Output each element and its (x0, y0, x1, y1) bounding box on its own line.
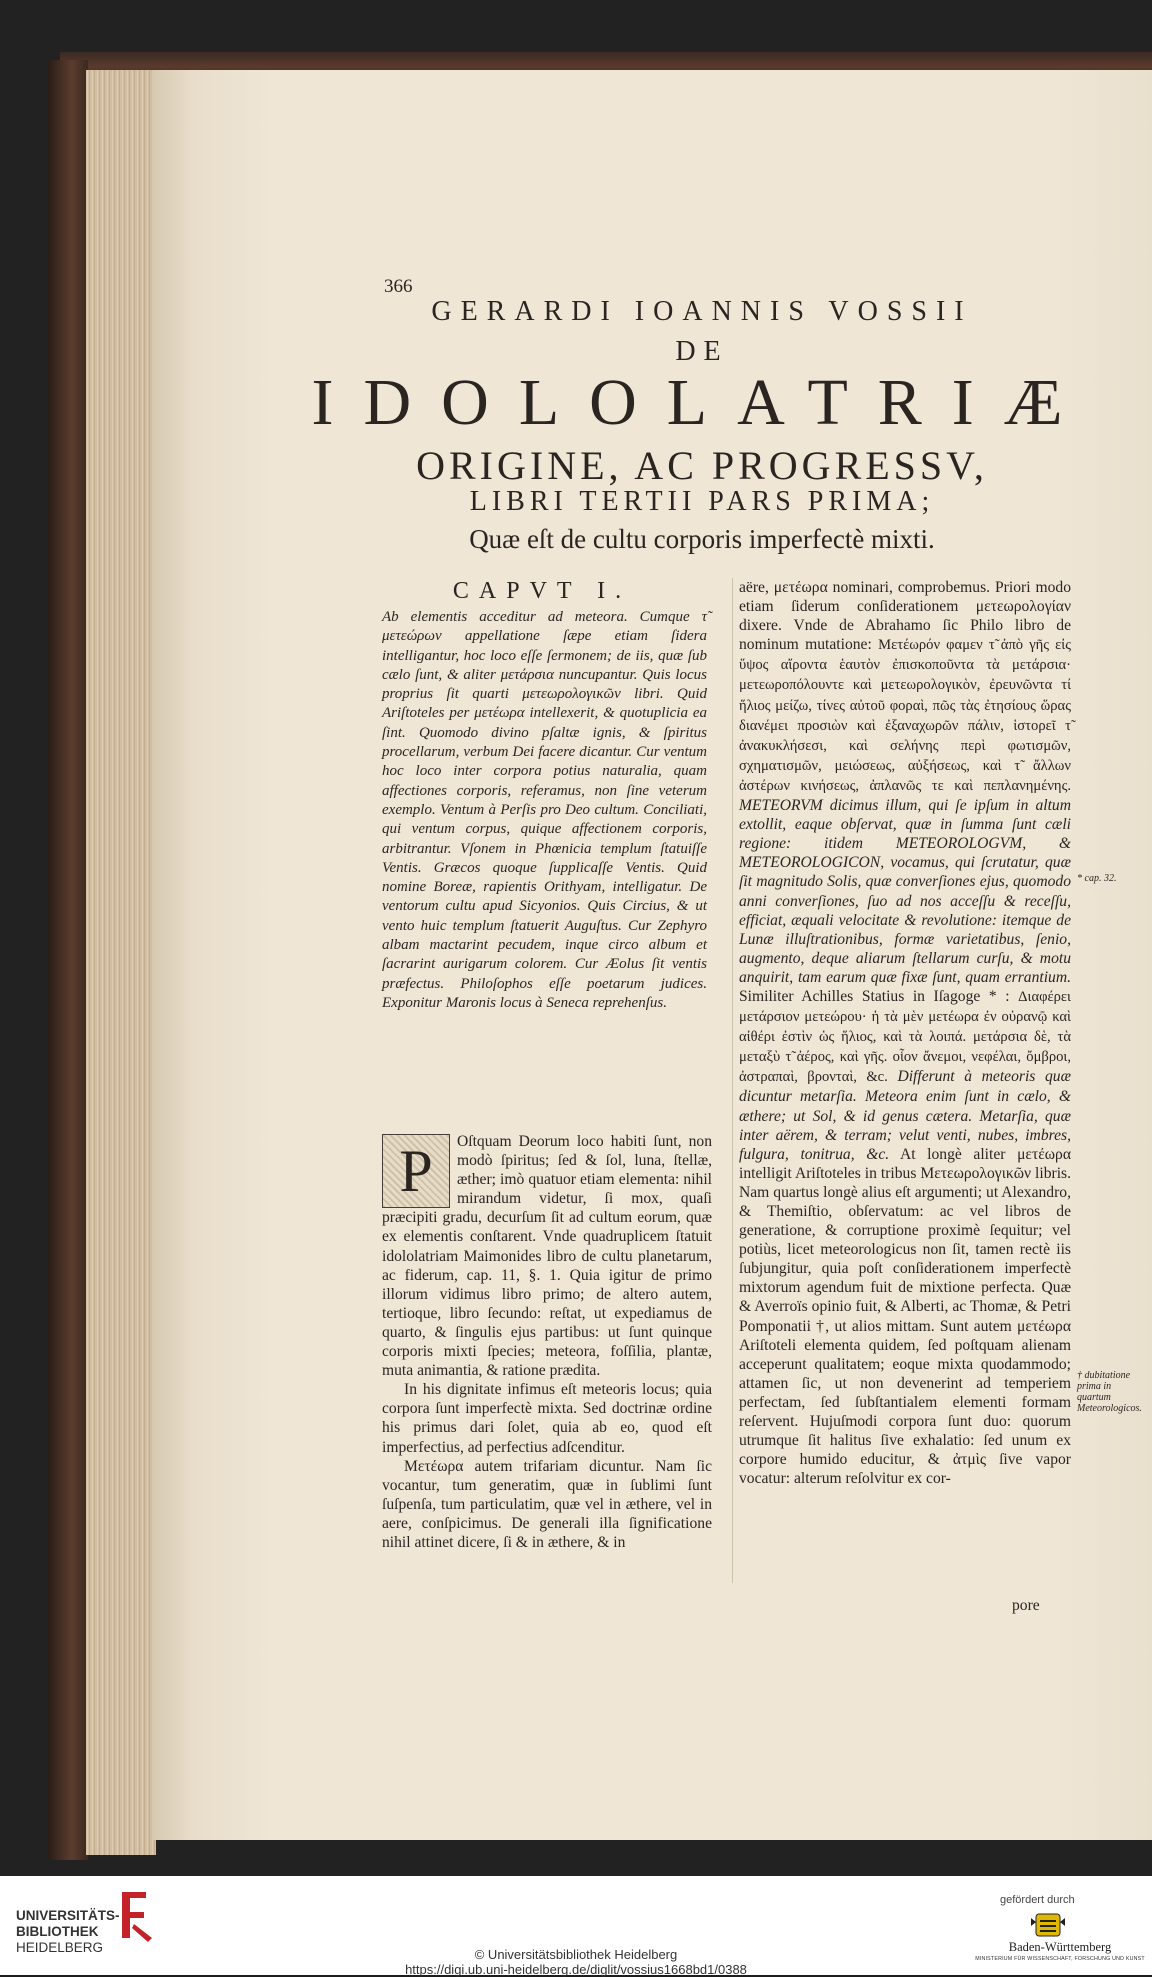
right-paragraph-2: Similiter Achilles Statius in Iſagoge * : (739, 987, 1010, 1005)
page-edges (86, 70, 156, 1855)
margin-note-1: * cap. 32. (1077, 873, 1117, 884)
part-description: Quæ eſt de cultu corporis imperfectè mixti. (469, 524, 935, 554)
left-paragraph-2: In his dignitate infimus eſt meteoris locus; quia corpora ſunt imperfectè mixta. Sed doctrinæ ordine his primus dari ſolet, quia ab eo, quod eſt imperfectius, ad perfectius adſcenditur. (382, 1381, 712, 1456)
drop-cap: P (382, 1134, 450, 1208)
catchword: pore (1012, 1597, 1040, 1614)
title-de: DE (675, 336, 729, 367)
right-column (739, 578, 1071, 1488)
library-name-line1: UNIVERSITÄTS- (16, 1908, 120, 1923)
left-column (382, 1132, 712, 1552)
sponsor-label: gefördert durch (1000, 1894, 1075, 1906)
library-name-line2: BIBLIOTHEK (16, 1924, 99, 1939)
latin-translation-philo: METEORVM dicimus illum, qui ſe ipſum in altum extollit, eaque obſervat, quæ in ſumma ſunt cæli regione: itidem METEOROLOGVM, & METEOROLOGICON, vocamus, qui ſcrutatur, quæ ſit magnitudo Solis, quæ converſiones ejus, quomodo anni converſiones, ſuo ad nos acceſſu & receſſu, efficiat, æquali velocitate & revolutione: itemque de Lunæ illuſtrationibus, formæ varietatibus, ſenio, augmento, deque aliarum ſtellarum curſu, & motu anquirit, tam earum quæ fixæ ſunt, quam errantium. (739, 797, 1071, 986)
latin-translation-achilles: Differunt à meteoris quæ dicuntur metarſia. Meteora enim ſunt in cælo, & æthere; ut Sol, & id genus cætera. Metarſia, quæ inter aërem, & terram; velut venti, nubes, imbres, fulgura, tonitrua, &c. (739, 1068, 1071, 1163)
library-name-line3: HEIDELBERG (16, 1940, 104, 1955)
coat-of-arms-icon (1030, 1912, 1066, 1938)
column-divider (732, 578, 733, 1583)
chapter-heading: CAPVT I. (452, 578, 632, 604)
book-page (152, 70, 1152, 1840)
footer-bar (0, 1876, 1152, 1975)
greek-quotation-achilles: Διαφέρει μετάρσιον μετεώρου· ἡ τὰ μὲν μετέωρα ἐν οὐρανῷ καὶ αἰθέρι ἐστὶν ὡς ἥλιος, καὶ τὰ λοιπά. μετάρσια δὲ, τὰ μεταξὺ τ̃ ἀέρος, καὶ γῆς. οἷον ἄνεμοι, νεφέλαι, ὄμβροι, ἀστραπαὶ, βρονταὶ, &c. (739, 988, 1071, 1086)
sponsor-ministry: MINISTERIUM FÜR WISSENSCHAFT, FORSCHUNG UND KUNST (975, 1956, 1145, 1962)
copyright-notice: © Universitätsbibliothek Heidelberg (474, 1947, 678, 1962)
chapter-argument: Ab elementis acceditur ad meteora. Cumque τ̃ μετεώρων appellatione ſæpe etiam ſidera intelligantur, hoc loco eſſe ſermonem; de iis, quæ ſub cælo ſunt, & aliter μετάρσια nuncupantur. Quis locus proprius ſit quarti μετεωρολογικῶν libri. Quid Ariſtoteles per μετέωρα intellexerit, & quotuplicia ea ſint. Quomodo divino pſaltæ ignis, & ſpiritus procellarum, verbum Dei facere dicantur. Cur ventum hoc loco inter corpora potius naturalia, quam affectiones corporis, referamus, non ſine veterum exemplo. Ventum à Perſis pro Deo cultum. Conciliati, qui ventum corpus, quique affectionem corporis, arbitrantur. Vſonem in Phœnicia templum ſtatuiſſe Ventis. Græcos quoque ſupplicaſſe Ventis. Quid nomine Boreæ, rapientis Orithyam, intelligatur. De ventorum cultu apud Sicyonios. Quis Circius, & ut vento huic templum ſtatuerit Auguſtus. Cur Zephyro albam mactarint pecudem, inque circo album et ſacrarint aurigarum colorem. Cur Æolus ſit ventis præfectus. Philoſophos eſſe poetarum judices. Exponitur Maronis locus à Seneca reprehenſus. (382, 609, 707, 1011)
main-title: IDOLOLATRIÆ (311, 366, 1093, 439)
permalink[interactable]: https://digi.ub.uni-heidelberg.de/diglit/vossius1668bd1/0388 (405, 1962, 747, 1977)
right-paragraph-1: aëre, μετέωρα nominari, comprobemus. Priori modo etiam ſiderum conſiderationem μετεωρολογίαν dixere. Vnde de Abrahamo ſic Philo libro de nominum mutatione: (739, 579, 1071, 654)
left-paragraph-1: P Oſtquam Deorum loco habiti ſunt, non modò ſpiritus; ſed & ſol, luna, ſtellæ, æther; imò quatuor etiam elementa: nihil mirandum videtur, ſi mox, quaſi præcipiti gradu, decurſum ſit ad cultum eorum, quæ ex elementis conſtarent. Vnde quadruplicem ſtatuit idololatriam Maimonides libro de cultu planetarum, ac fiderum, cap. 11, §. 1. Quia igitur de primo illorum vidimus libro primo; de altero autem, tertioque, libro ſecundo: reſtat, ut expediamus de quarto, & ſingulis ejus partibus: ut ſunt quinque corporis mixti ſpecies; meteora, foſſilia, plantæ, muta animantia, & ratione prædita. (382, 1133, 712, 1380)
library-logo-icon (116, 1888, 154, 1942)
page-number: 366 (384, 276, 413, 297)
book-cover-spine (48, 60, 88, 1860)
subtitle: ORIGINE, AC PROGRESSV, (416, 443, 988, 488)
greek-quotation-philo: Μετέωρόν φαμεν τ̃ ἀπὸ γῆς εἰς ὕψος αἴροντα ἑαυτὸν ἐπισκοποῦντα τὰ μετάρσια· μετεωροπόλουντε καὶ μετεωρολογικὸν, ἐρευνῶντα τί ἥλιος μείζω, τίνες αὐτοῦ φοραὶ, πῶς τὰς ἐτησίους ὥρας διανέμει προσιὼν καὶ ἐξαναχωρῶν πάλιν, ἱστορεῖ τ̃ ἀνακυκλήσεσι, καὶ σελήνης περὶ φωτισμῶν, σχηματισμῶν, μειώσεως, αὐξήσεως, καὶ τ̃ ἄλλων ἀστέρων κινήσεως, ἀπλανῶς τε καὶ πεπλανημένης. (739, 637, 1071, 794)
author-title: GERARDI IOANNIS VOSSII (431, 296, 973, 327)
book-part: LIBRI TERTII PARS PRIMA; (469, 486, 935, 517)
left-paragraph-3: Μετέωρα autem trifariam dicuntur. Nam ſic vocantur, tum generatim, quæ in ſublimi ſunt ſuſpenſa, tum particulatim, quæ vel in æthere, vel in aere, conſpicimus. De generali illa ſignificatione nihil attinet dicere, ſi & in æthere, & in (382, 1457, 712, 1551)
sponsor-name: Baden-Württemberg (1008, 1940, 1112, 1954)
right-paragraph-3: At longè aliter μετέωρα intelligit Ariſtoteles in tribus Μετεωρολογικῶν libris. Nam quartus longè alius eſt argumenti; ut Alexandro, & Themiſtio, obſervatum: ac vel libros de generatione, & corruptione proximè ſequitur; vel potiùs, licet meteorologicus non ſit, tamen rectè iis ſubjungitur, quia poſt conſiderationem imperfectè mixtorum agendum fuit de mixtione perfecta. Quæ & Averroïs opinio fuit, & Alberti, ac Thomæ, & Petri Pomponatii †, ut alios mittam. Sunt autem μετέωρα Ariſtoteli elementa quidem, ſed poſtquam alienam acceperunt qualitatem; eoque mixta quodammodo; attamen ſic, ut non devenerint ad temperiem perfectam, ſed ſubſtantialem elementi formam reſervent. Hujuſmodi corpora ſunt duo: quorum utrumque ſit halitus ſive exhalatio: ſed unum ex corpore humido educitur, & ἀτμὶς ſive vapor vocatur: alterum reſolvitur ex cor- (739, 1145, 1072, 1488)
margin-note-2: † dubitatione prima in quartum Meteorologicos. (1077, 1370, 1142, 1414)
